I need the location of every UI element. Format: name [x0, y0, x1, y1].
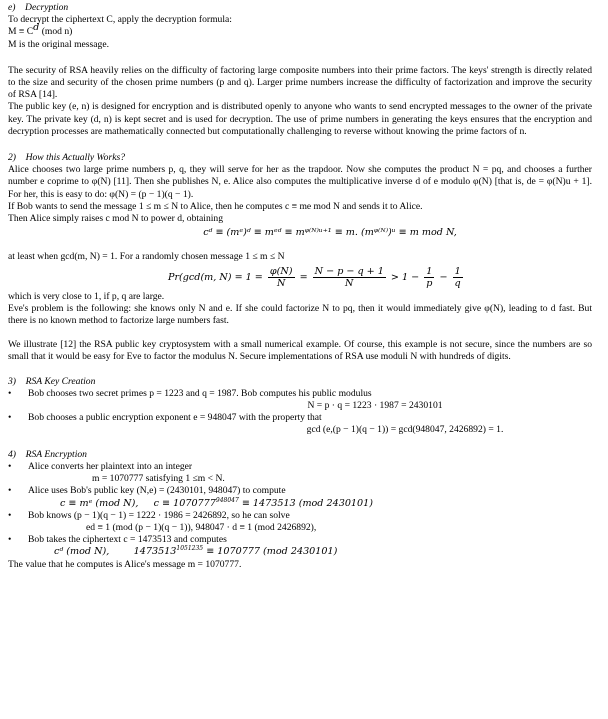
- decryption-line: To decrypt the ciphertext C, apply the decryption formula:: [8, 14, 232, 26]
- frac-den: N: [277, 277, 286, 289]
- eq-part: c ≡ 1070777: [153, 497, 216, 509]
- frac-den: N: [345, 277, 354, 289]
- encryption-heading: 4) RSA Encryption: [8, 448, 87, 460]
- eq2-minus: −: [436, 271, 451, 283]
- frac-q: [453, 266, 463, 289]
- document-page: [8, 2, 592, 571]
- encryption-bullet-3: • Bob knows (p − 1)(q − 1) = 1222 · 1986 = 2426892, so he can solve: [8, 510, 592, 522]
- formula-text: M ≡ C: [8, 26, 34, 38]
- frac-phi: [268, 266, 295, 289]
- keycreation-eq-2: gcd (e,(p − 1)(q − 1)) = gcd(948047, 2426892) = 1.: [306, 424, 504, 436]
- keycreation-bullet-1: • Bob chooses two secret primes p = 1223 and q = 1987. Bob computes his public modulus: [8, 388, 592, 400]
- frac-num: 1: [424, 266, 434, 278]
- keys-paragraph: The public key (e, n) is designed for encryption and is distributed openly to anyone who wants to send encrypted messages to the owner of the private key. The private key (d, n) is kept secret and is used for decryption. The use of prime numbers in generating the keys ensures that the encryption and decryption processes are mathematically connected but computationally challenging to reverse without knowing the prime factors of n.: [8, 101, 592, 137]
- how-paragraph-5: which is very close to 1, if p, q are large.: [8, 290, 165, 302]
- eq-sup: 1051235: [176, 545, 204, 553]
- how-paragraph-3: Then Alice simply raises c mod N to power d, obtaining: [8, 213, 224, 225]
- eq-part: ≡ 1473513 (mod 2430101): [238, 497, 373, 509]
- encryption-bullet-1: • Alice converts her plaintext into an integer: [8, 461, 592, 473]
- eq2-left: Pr(gcd(m, N) = 1 =: [168, 271, 266, 283]
- formula-mod: (mod n): [39, 26, 73, 38]
- frac-den: q: [454, 277, 461, 289]
- eq-part: 1473513: [133, 546, 177, 558]
- keycreation-eq-1: N = p · q = 1223 · 1987 = 2430101: [307, 400, 443, 412]
- security-paragraph: The security of RSA heavily relies on the difficulty of factoring large composite numbers into their prime factors. The keys' strength is directly related to the size and security of the chosen prime numbers (p and q). Larger prime numbers increase the difficulty of factorization and improve the security of RSA [14].: [8, 64, 592, 101]
- frac-num: N − p − q + 1: [314, 265, 384, 277]
- how-paragraph-6: Eve's problem is the following: she knows only N and e. If she could factorize N to pq, then it would immediately give φ(N), leading to d fast. But there is no known method to factorize large numbers fast.: [8, 302, 592, 327]
- frac-num: 1: [453, 266, 463, 278]
- encryption-eq-3: ed ≡ 1 (mod (p − 1)(q − 1)), 948047 · d ≡ 1 (mod 2426892),: [86, 521, 317, 533]
- eq-sup: 948047: [215, 496, 239, 504]
- decryption-heading: e) Decryption: [8, 2, 69, 13]
- how-paragraph-7: We illustrate [12] the RSA public key cryptosystem with a small numerical example. Of course, this example is not secure, since the numbers are so small that it would be easy for Eve to factor the modulus N. Secure implementations of RSA use moduli N with hundreds of digits.: [8, 339, 592, 363]
- eq-part: c ≡ mᵉ (mod N),: [60, 497, 139, 509]
- formula-sup: d: [33, 22, 40, 34]
- frac-p: [424, 266, 434, 289]
- decryption-formula: [8, 22, 592, 38]
- eq-part: cᵈ (mod N),: [54, 546, 110, 558]
- encryption-bullet-2: • Alice uses Bob's public key (N,e) = (2430101, 948047) to compute: [8, 485, 592, 497]
- frac-num: φ(N): [269, 265, 293, 277]
- encryption-eq-2: [8, 498, 592, 510]
- encryption-eq-1: m = 1070777 satisfying 1 ≤m < N.: [92, 473, 225, 485]
- frac-den: p: [426, 277, 433, 289]
- how-heading: 2) How this Actually Works?: [8, 152, 125, 164]
- equation-2: Pr(gcd(m, N) = 1 = $\frac{\varphi(N)}{N}$ = $\frac{N - p - q + 1}{N}$ > 1 − $\frac{1}{p}$ − $\frac{1}{q}$: [168, 265, 461, 289]
- how-paragraph-2: If Bob wants to send the message 1 ≤ m ≤ N to Alice, then he computes c ≡ me mod N and sends it to Alice.: [8, 200, 423, 212]
- keycreation-heading: 3) RSA Key Creation: [8, 375, 96, 387]
- how-paragraph-1: Alice chooses two large prime numbers p, q, they will serve for her as the trapdoor. Now she computes the product N = pq, and chooses a further number e coprime to φ(N) [11]. Then she publishes N, e. Alice also computes the multiplicative inverse d of e modulo φ(N) [that is, de = φ(N)u + 1]. For her, this is easy to do: φ(N) = (p − 1)(q − 1).: [8, 164, 592, 200]
- encryption-bullet-4: • Bob takes the ciphertext c = 1473513 and computes: [8, 534, 592, 546]
- eq-part: ≡ 1070777 (mod 2430101): [203, 546, 338, 558]
- final-line: The value that he computes is Alice's message m = 1070777.: [8, 558, 242, 570]
- encryption-eq-4: [8, 546, 592, 558]
- frac-nmpq: [313, 266, 386, 289]
- how-paragraph-4: at least when gcd(m, N) = 1. For a randomly chosen message 1 ≤ m ≤ N: [8, 251, 285, 263]
- equation-1: cᵈ ≡ (mᵉ)ᵈ ≡ mᵉᵈ ≡ mᵠ⁽ᴺ⁾ᵘ⁺¹ ≡ m. (mᵠ⁽ᴺ⁾)ᵘ ≡ m mod N,: [203, 227, 457, 239]
- decryption-note: M is the original message.: [8, 38, 109, 50]
- keycreation-bullet-2: • Bob chooses a public encryption exponent e = 948047 with the property that: [8, 412, 592, 424]
- eq2-mid: > 1 −: [387, 271, 423, 283]
